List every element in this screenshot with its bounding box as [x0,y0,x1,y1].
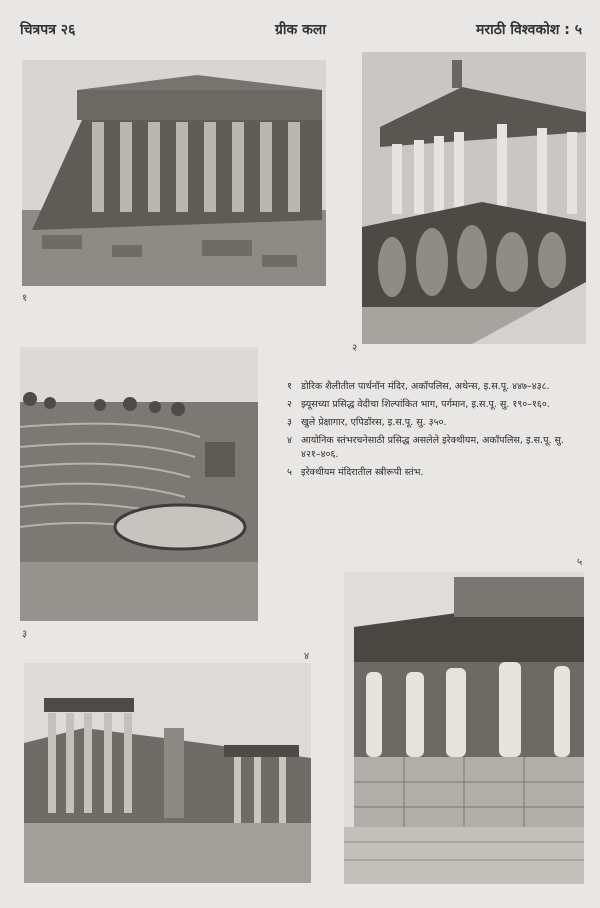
photo-number-1: १ [22,293,28,304]
photo-number-3: ३ [22,629,28,640]
page-title: ग्रीक कला [275,22,327,38]
photo-number-4: ४ [304,651,310,662]
publication-title: मराठी विश्वकोश : ५ [475,22,582,38]
photo-altar-of-zeus [362,52,586,344]
caption-item: ५ इरेक्थीयम मंदिरातील स्त्रीरूपी स्तंभ. [287,467,424,478]
caption-item: २ झ्यूसच्या प्रसिद्ध वेदीचा शिल्पांकित भाग, पर्गमान, इ.स.पू. सु. १९०–१६०. [287,399,550,410]
photo-erechtheion [24,663,311,883]
caption-item: ४ आयोनिक स्तंभरचनेसाठी प्रसिद्ध असलेले इरेक्थीयम, अकॉपलिस, इ.स.पू. सु. ४२१–४०६. [287,435,564,460]
photo-number-2: २ [352,343,358,354]
caption-item: ३ खुले प्रेक्षागार, एपिडॉरस, इ.स.पू. सु. ३५०. [287,417,447,428]
caption-list [287,380,577,484]
photo-parthenon [22,60,326,286]
photo-theatre-epidaurus [20,347,258,621]
photo-number-5: ५ [577,557,583,568]
caption-item: १ डोरिक शैलीतील पार्थनॉन मंदिर, अकॉपलिस, अथेन्स, इ.स.पू. ४४७–४३८. [287,381,550,392]
photo-caryatids [344,572,584,884]
plate-number: चित्रपत्र २६ [20,22,76,38]
